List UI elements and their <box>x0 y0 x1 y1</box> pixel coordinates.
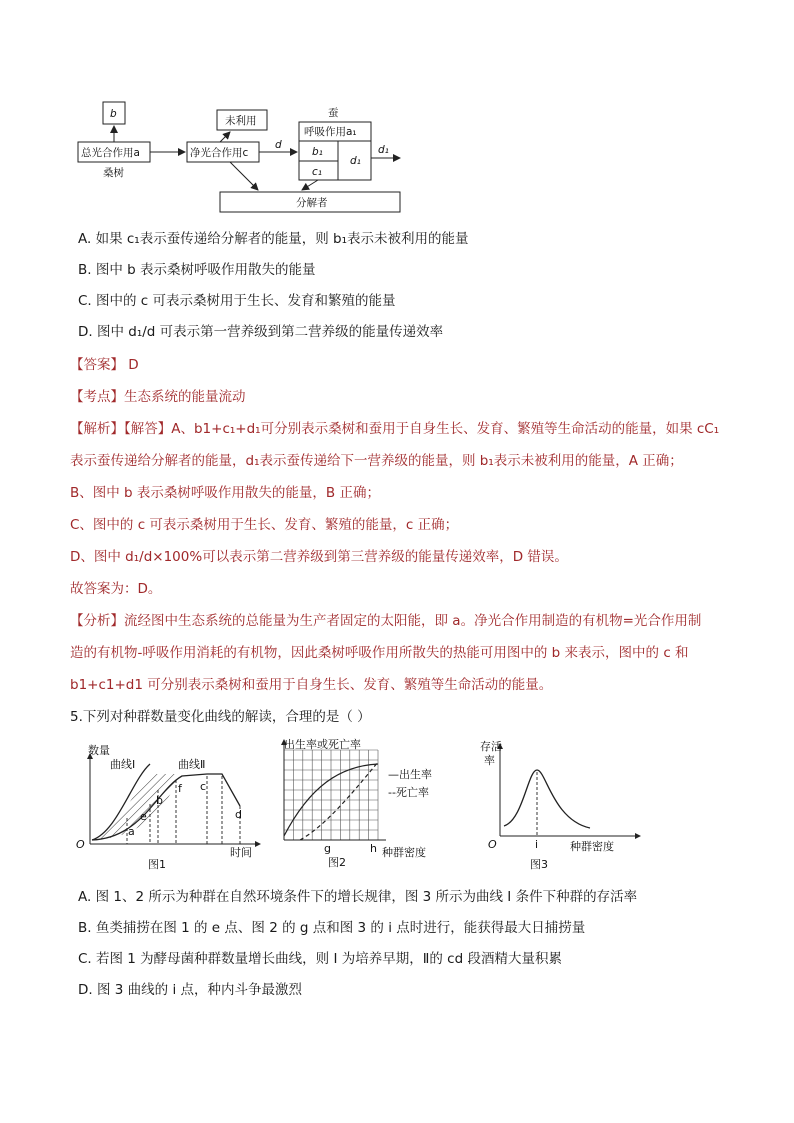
q4-analysis-line-3: B、图中 b 表示桑树呼吸作用散失的能量，B 正确； <box>70 485 380 501</box>
q4-fenxi-line-1: 【分析】流经图中生态系统的总能量为生产者固定的太阳能，即 a。净光合作用制造的有机物=光合作用制 <box>70 613 702 629</box>
figure-2 <box>270 736 450 872</box>
q4-topic: 【考点】生态系统的能量流动 <box>70 389 246 405</box>
q4-option-a: A. 如果 c₁表示蚕传递给分解者的能量，则 b₁表示未被利用的能量 <box>78 231 469 247</box>
fig1-origin: O <box>76 838 85 851</box>
fig2-xlabel: 种群密度 <box>382 846 426 859</box>
fig3-origin: O <box>488 838 497 851</box>
fig3-point-i: i <box>535 838 539 851</box>
label-unused: 未利用 <box>225 115 257 127</box>
label-mulberry: 桑树 <box>103 167 124 179</box>
fig2-point-h: h <box>370 842 377 855</box>
fig3-survival-curve <box>504 770 590 828</box>
q5-stem: 5.下列对种群数量变化曲线的解读，合理的是（ ） <box>70 709 371 725</box>
fig1-caption: 图1 <box>148 858 166 871</box>
label-net-photosynthesis: 净光合作用c <box>190 147 249 159</box>
label-d: d <box>275 139 282 151</box>
figure-1 <box>72 740 272 872</box>
label-d1-arrow: d₁ <box>378 144 389 156</box>
fig2-point-g: g <box>324 842 331 855</box>
q4-option-c: C. 图中的 c 可表示桑树用于生长、发育和繁殖的能量 <box>78 293 396 309</box>
fig1-point-d: d <box>235 808 242 821</box>
q4-option-b: B. 图中 b 表示桑树呼吸作用散失的能量 <box>78 262 316 278</box>
label-total-photosynthesis: 总光合作用a <box>81 147 140 159</box>
q4-analysis-line-5: D、图中 d₁/d×100%可以表示第二营养级到第三营养级的能量传递效率，D 错误。 <box>70 549 568 565</box>
fig1-point-e: e <box>140 810 147 823</box>
fig2-caption: 图2 <box>328 856 346 869</box>
label-silkworm: 蚕 <box>328 107 339 119</box>
label-d1: d₁ <box>350 155 361 167</box>
q5-option-a: A. 图 1、2 所示为种群在自然环境条件下的增长规律，图 3 所示为曲线 I 条件下种群的存活率 <box>78 889 638 905</box>
q5-option-b: B. 鱼类捕捞在图 1 的 e 点、图 2 的 g 点和图 3 的 i 点时进行，能获得最大日捕捞量 <box>78 920 586 936</box>
q4-analysis-line-1: 【解析】【解答】A、b1+c₁+d₁可分别表示桑树和蚕用于自身生长、发育、繁殖等生命活动的能量，如果 cC₁ <box>70 421 720 437</box>
figure-3 <box>478 740 648 872</box>
fig1-point-c: c <box>200 780 207 793</box>
fig1-xlabel: 时间 <box>230 846 252 859</box>
label-decomposer: 分解者 <box>296 197 328 209</box>
fig1-point-b: b <box>156 794 163 807</box>
label-c1: c₁ <box>312 166 322 178</box>
q5-option-c: C. 若图 1 为酵母菌种群数量增长曲线，则 I 为培养早期，Ⅱ的 cd 段酒精大量积累 <box>78 951 562 967</box>
fig3-ylabel-1: 存活 <box>480 740 502 753</box>
label-respiration: 呼吸作用a₁ <box>304 126 357 138</box>
fig1-point-f: f <box>178 782 182 795</box>
fig2-ylabel: 出生率或死亡率 <box>284 738 361 751</box>
fig2-legend-birth: —出生率 <box>388 768 432 781</box>
label-b1: b₁ <box>312 146 323 158</box>
q4-analysis-line-4: C、图中的 c 可表示桑树用于生长、发育、繁殖的能量，c 正确； <box>70 517 459 533</box>
fig1-curve-2-label: 曲线Ⅱ <box>178 758 206 771</box>
label-b: b <box>110 108 117 120</box>
q5-option-d: D. 图 3 曲线的 i 点，种内斗争最激烈 <box>78 982 302 998</box>
q4-option-d: D. 图中 d₁/d 可表示第一营养级到第二营养级的能量传递效率 <box>78 324 444 340</box>
fig3-ylabel-2: 率 <box>484 754 495 767</box>
q4-fenxi-line-2: 造的有机物-呼吸作用消耗的有机物，因此桑树呼吸作用所散失的热能可用图中的 b 来表示，图中的 c 和 <box>70 645 689 661</box>
fig1-ylabel: 数量 <box>88 744 110 757</box>
fig2-legend-death: --死亡率 <box>388 786 429 799</box>
fig1-point-a: a <box>128 825 135 838</box>
q4-fenxi-line-3: b1+c1+d1 可分别表示桑树和蚕用于自身生长、发育、繁殖等生命活动的能量。 <box>70 677 553 693</box>
fig1-curve-1-label: 曲线Ⅰ <box>110 758 136 771</box>
q4-answer: 【答案】 D <box>70 357 139 373</box>
fig3-xlabel: 种群密度 <box>570 840 614 853</box>
fig3-caption: 图3 <box>530 858 548 871</box>
energy-flow-diagram <box>70 96 410 216</box>
q4-analysis-line-6: 故答案为：D。 <box>70 581 162 597</box>
q4-analysis-line-2: 表示蚕传递给分解者的能量，d₁表示蚕传递给下一营养级的能量，则 b₁表示未被利用的能量，A 正确； <box>70 453 683 469</box>
